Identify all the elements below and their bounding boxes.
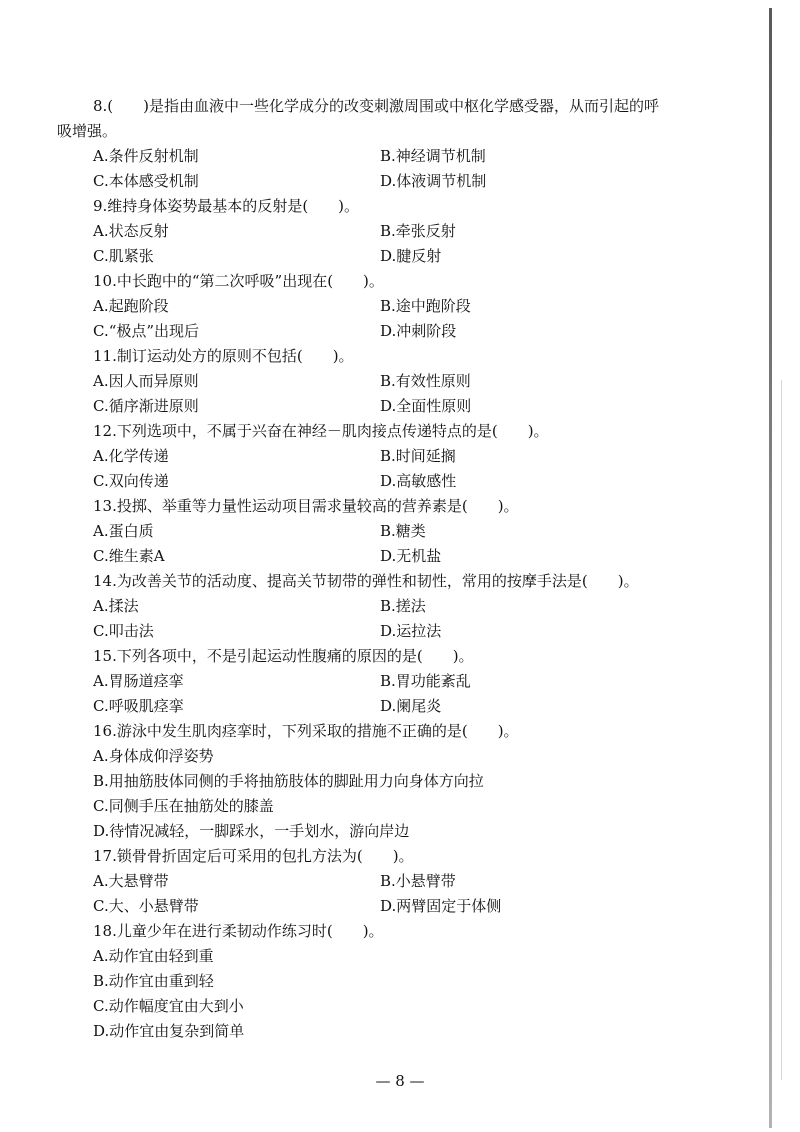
question-15-options-row-2 <box>0 694 760 719</box>
question-12-option-b: B.时间延搁 <box>380 447 456 465</box>
question-16-option-b: B.用抽筋肢体同侧的手将抽筋肢体的脚趾用力向身体方向拉 <box>93 772 484 790</box>
question-9-option-b: B.牵张反射 <box>380 222 456 240</box>
question-14-option-d: D.运拉法 <box>380 622 442 640</box>
question-9-option-d: D.腱反射 <box>380 247 442 265</box>
question-15-options-row-1 <box>0 669 760 694</box>
question-17-title: 17.锁骨骨折固定后可采用的包扎方法为( )。 <box>93 847 414 865</box>
question-10-title: 10.中长跑中的“第二次呼吸”出现在( )。 <box>93 272 384 290</box>
question-11-options-row-2 <box>0 394 760 419</box>
question-14-title: 14.为改善关节的活动度、提高关节韧带的弹性和韧性，常用的按摩手法是( )。 <box>93 572 639 590</box>
question-10-option-c: C.“极点”出现后 <box>93 322 200 340</box>
question-8-option-c: C.本体感受机制 <box>93 172 199 190</box>
question-12-option-a: A.化学传递 <box>93 447 169 465</box>
question-18-option-d: D.动作宜由复杂到简单 <box>93 1022 245 1040</box>
scan-edge-line <box>781 380 782 1080</box>
question-13-title: 13.投掷、举重等力量性运动项目需求量较高的营养素是( )。 <box>93 497 519 515</box>
question-18-title: 18.儿童少年在进行柔韧动作练习时( )。 <box>93 922 384 940</box>
question-13-options-row-2 <box>0 544 760 569</box>
question-8-line-2: 吸增强。 <box>57 122 118 140</box>
question-16-option-d: D.待情况减轻，一脚踩水，一手划水，游向岸边 <box>93 822 410 840</box>
question-17-options-row-1 <box>0 869 760 894</box>
question-9-option-c: C.肌紧张 <box>93 247 154 265</box>
question-8-options-row-2 <box>0 169 760 194</box>
question-17-options-row-2 <box>0 894 760 919</box>
scan-edge-shadow <box>769 8 772 1128</box>
question-10-option-b: B.途中跑阶段 <box>380 297 471 315</box>
question-10-option-a: A.起跑阶段 <box>93 297 169 315</box>
question-9-title: 9.维持身体姿势最基本的反射是( )。 <box>93 197 360 215</box>
question-13-option-b: B.糖类 <box>380 522 426 540</box>
question-9-option-a: A.状态反射 <box>93 222 169 240</box>
question-14-option-a: A.揉法 <box>93 597 139 615</box>
question-14-option-c: C.叩击法 <box>93 622 154 640</box>
question-12-options-row-2 <box>0 469 760 494</box>
question-14-options-row-2 <box>0 619 760 644</box>
question-15-option-a: A.胃肠道痉挛 <box>93 672 184 690</box>
question-18-option-b: B.动作宜由重到轻 <box>93 972 214 990</box>
question-12-title: 12.下列选项中，不属于兴奋在神经－肌肉接点传递特点的是( )。 <box>93 422 549 440</box>
question-12-option-c: C.双向传递 <box>93 472 169 490</box>
question-17-option-d: D.两臂固定于体侧 <box>380 897 502 915</box>
question-11-option-d: D.全面性原则 <box>380 397 472 415</box>
question-18-option-a: A.动作宜由轻到重 <box>93 947 214 965</box>
question-16-option-c: C.同侧手压在抽筋处的膝盖 <box>93 797 274 815</box>
question-14-option-b: B.搓法 <box>380 597 426 615</box>
page-number: — 8 — <box>375 1072 425 1090</box>
question-13-option-c: C.维生素A <box>93 547 165 565</box>
question-10-option-d: D.冲刺阶段 <box>380 322 457 340</box>
question-17-option-a: A.大悬臂带 <box>93 872 169 890</box>
question-8-option-d: D.体液调节机制 <box>380 172 487 190</box>
question-16-title: 16.游泳中发生肌肉痉挛时，下列采取的措施不正确的是( )。 <box>93 722 519 740</box>
question-17-option-b: B.小悬臂带 <box>380 872 456 890</box>
question-8-line-1: 8.( )是指由血液中一些化学成分的改变刺激周围或中枢化学感受器，从而引起的呼 <box>93 97 660 115</box>
question-8 <box>0 94 760 144</box>
question-13-option-a: A.蛋白质 <box>93 522 154 540</box>
question-12-options-row-1 <box>0 444 760 469</box>
question-11-option-a: A.因人而异原则 <box>93 372 199 390</box>
question-16-option-a: A.身体成仰浮姿势 <box>93 747 214 765</box>
question-10-options-row-1 <box>0 294 760 319</box>
question-11-option-c: C.循序渐进原则 <box>93 397 199 415</box>
question-15-title: 15.下列各项中，不是引起运动性腹痛的原因的是( )。 <box>93 647 474 665</box>
question-11-options-row-1 <box>0 369 760 394</box>
question-10-options-row-2 <box>0 319 760 344</box>
question-13-options-row-1 <box>0 519 760 544</box>
question-12-option-d: D.高敏感性 <box>380 472 457 490</box>
question-11-option-b: B.有效性原则 <box>380 372 471 390</box>
question-18-option-c: C.动作幅度宜由大到小 <box>93 997 244 1015</box>
question-8-option-a: A.条件反射机制 <box>93 147 199 165</box>
question-9-options-row-2 <box>0 244 760 269</box>
question-17-option-c: C.大、小悬臂带 <box>93 897 199 915</box>
question-15-option-b: B.胃功能紊乱 <box>380 672 471 690</box>
question-11-title: 11.制订运动处方的原则不包括( )。 <box>93 347 354 365</box>
question-8-options-row-1 <box>0 144 760 169</box>
question-15-option-d: D.阑尾炎 <box>380 697 442 715</box>
question-14-options-row-1 <box>0 594 760 619</box>
question-13-option-d: D.无机盐 <box>380 547 442 565</box>
question-15-option-c: C.呼吸肌痉挛 <box>93 697 184 715</box>
question-9-options-row-1 <box>0 219 760 244</box>
question-list <box>0 94 760 1044</box>
question-8-option-b: B.神经调节机制 <box>380 147 486 165</box>
